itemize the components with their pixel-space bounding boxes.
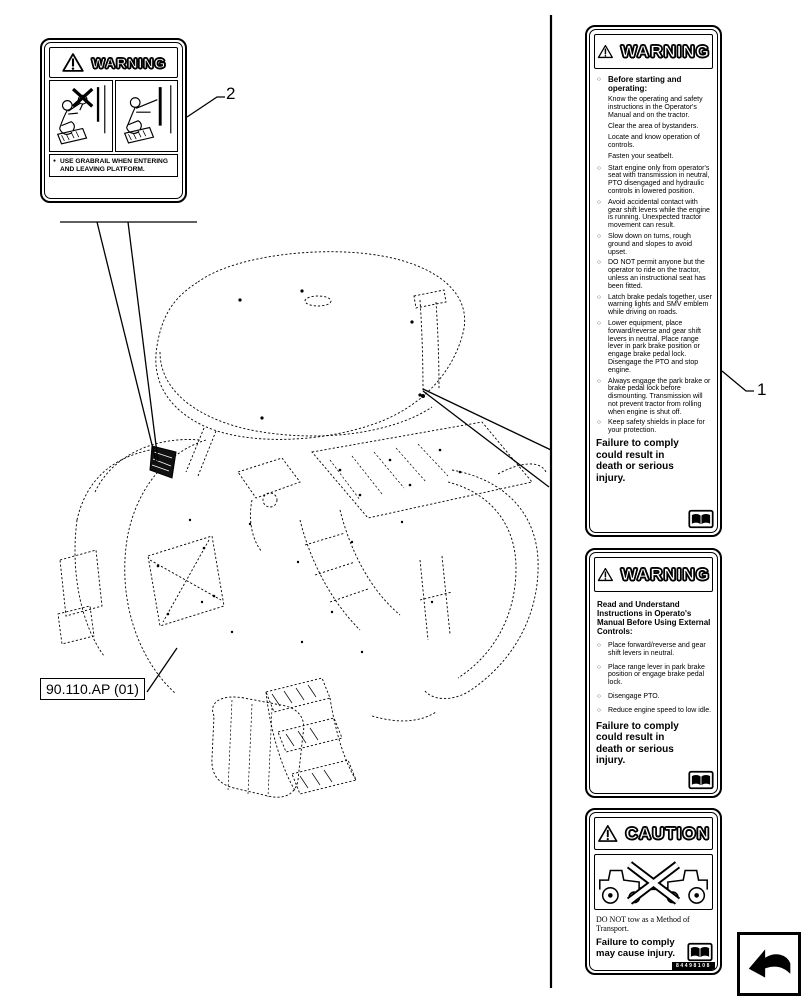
decal-bullet: ○ Disengage PTO.	[595, 693, 712, 701]
decal-location-patch	[150, 446, 176, 478]
decal-part-number: 84498108	[672, 962, 715, 970]
callout-1[interactable]: 1	[757, 380, 767, 399]
decal-grabrail-title: WARNING	[91, 54, 167, 71]
decal-external-header	[594, 557, 713, 592]
decal-grabrail-text: ● USE GRABRAIL WHEN ENTERING AND LEAVING PLATFORM.	[49, 154, 178, 177]
decal-grabrail-header	[49, 47, 178, 78]
decal-external-title: WARNING	[620, 564, 710, 584]
decal-operating-title: WARNING	[620, 41, 710, 61]
callout-2[interactable]: 2	[226, 84, 236, 103]
warning-triangle-icon	[597, 562, 614, 587]
operators-manual-book-icon	[688, 770, 714, 790]
warning-triangle-icon	[597, 822, 619, 845]
failure-statement: Failure to comply could result in death or serious injury.	[596, 720, 679, 767]
towing-text: DO NOT tow as a Method of Transport.	[596, 915, 690, 933]
warning-triangle-icon	[597, 39, 614, 64]
decal-caution-header	[594, 817, 713, 850]
failure-statement: Failure to comply could result in death or serious injury.	[596, 438, 679, 484]
decal-operating-warning	[585, 25, 722, 537]
decal-bullet: ○ Start engine only from operator's seat with transmission in neutral, PTO disengaged and hydraulic controls in lowered position.	[595, 165, 712, 196]
decal-bullet: ○ Slow down on turns, rough ground and slopes to avoid upset.	[595, 233, 712, 256]
intro-item: Fasten your seatbelt.	[608, 153, 674, 161]
decal-bullet: ○ Reduce engine speed to low idle.	[595, 707, 712, 715]
decal-bullet: ○ Lower equipment, place forward/reverse and gear shift levers in neutral. Place range lever in park brake position or engage brake pedal lock. Disengage the PTO and stop engine.	[595, 320, 712, 375]
intro-item: Clear the area of bystanders.	[608, 122, 699, 130]
intro-title: ○ Before starting and operating:	[595, 75, 712, 93]
operators-manual-book-icon	[687, 942, 713, 962]
no-towing-pictogram	[594, 854, 713, 910]
warning-triangle-icon	[61, 52, 85, 73]
failure-statement: Failure to comply may cause injury.	[596, 937, 676, 959]
decal-external-body	[594, 592, 713, 789]
decal-bullet: ○ Keep safety shields in place for your protection.	[595, 419, 712, 435]
intro-item: Locate and know operation of controls.	[608, 134, 700, 149]
section-ref-box[interactable]: 90.110.AP (01)	[40, 678, 145, 700]
decal-bullet: ○ Latch brake pedals together, user warning lights and SMV emblem while driving on roads.	[595, 294, 712, 317]
decal-bullet: ○ Always engage the park brake or brake pedal lock before dismounting. Transmission will not prevent tractor from rolling when engine is shut off.	[595, 378, 712, 417]
decal-bullet: ○ Avoid accidental contact with gear shift levers while the engine is running. Unexpected tractor movement can result.	[595, 199, 712, 230]
decal-bullet: ○ Place forward/reverse and gear shift levers in neutral.	[595, 642, 712, 658]
operators-manual-book-icon	[688, 509, 714, 529]
grabrail-correct-pictogram	[115, 80, 179, 152]
external-title: Read and Understand Instructions in Operato's Manual Before Using External Controls:	[597, 600, 711, 636]
decal-external-controls-warning	[585, 548, 722, 798]
corner-arrow-glyph	[743, 938, 795, 990]
decal-towing-caution	[585, 808, 722, 975]
decal-operating-body	[594, 69, 713, 528]
decal-operating-header	[594, 34, 713, 69]
intro-item: Know the operating and safety instructions in the Operator's Manual and on the tractor.	[608, 96, 703, 119]
decal-caution-title: CAUTION	[625, 823, 710, 843]
decal-grabrail	[40, 38, 187, 203]
decal-bullet: ○ DO NOT permit anyone but the operator to ride on the tractor, unless an instructional seat has been fitted.	[595, 259, 712, 290]
grabrail-wrong-pictogram	[49, 80, 113, 152]
decal-bullet: ○ Place range lever in park brake position or engage brake pedal lock.	[595, 664, 712, 687]
page-corner-arrow-icon[interactable]	[737, 932, 801, 996]
